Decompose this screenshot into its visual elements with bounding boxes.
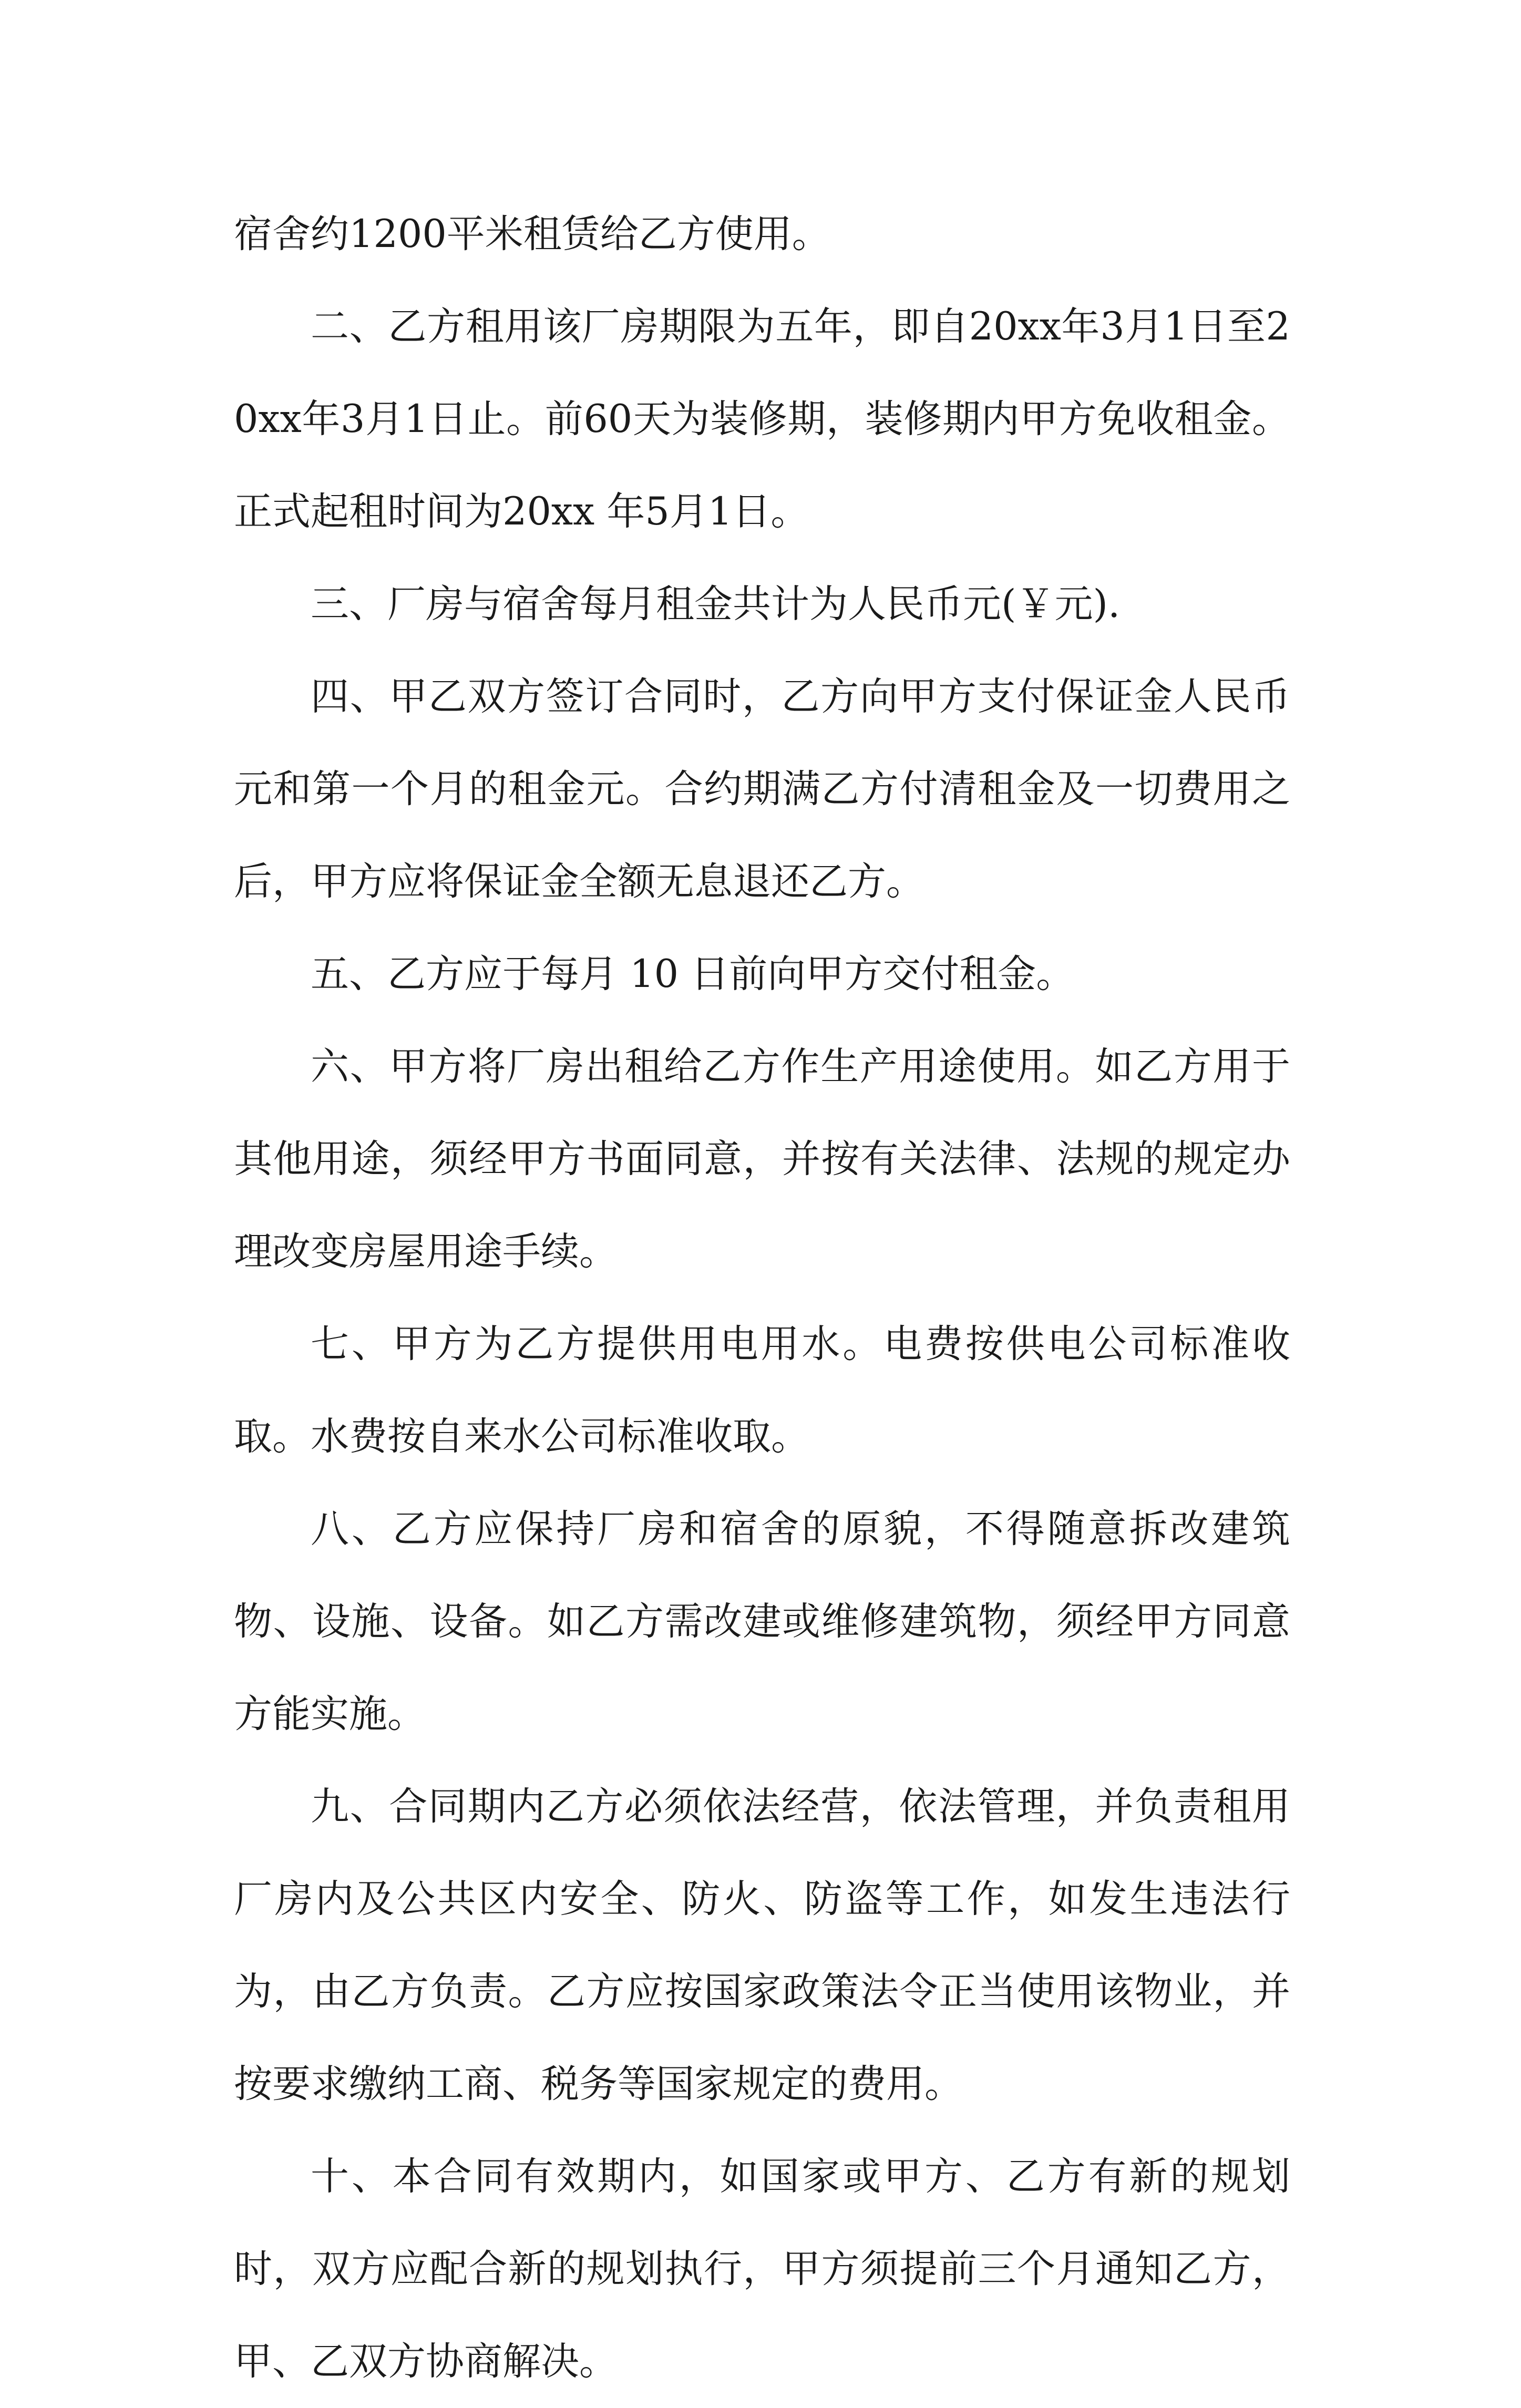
clause-7-utilities: 七、甲方为乙方提供用电用水。电费按供电公司标准收取。水费按自来水公司标准收取。: [234, 1322, 1290, 1459]
clause-10-planning: 十、本合同有效期内，如国家或甲方、乙方有新的规划时，双方应配合新的规划执行，甲方须提前三个月通知乙方，甲、乙双方协商解决。: [234, 2154, 1290, 2384]
clause-9-compliance: 九、合同期内乙方必须依法经营，依法管理，并负责租用厂房内及公共区内安全、防火、防盗等工作，如发生违法行为，由乙方负责。乙方应按国家政策法令正当使用该物业，并按要求缴纳工商、税务等国家规定的费用。: [234, 1784, 1290, 2106]
clause-6-usage: 六、甲方将厂房出租给乙方作生产用途使用。如乙方用于其他用途，须经甲方书面同意，并按有关法律、法规的规定办理改变房屋用途手续。: [234, 1044, 1290, 1274]
clause-4-deposit: 四、甲乙双方签订合同时，乙方向甲方支付保证金人民币元和第一个月的租金元。合约期满乙方付清租金及一切费用之后，甲方应将保证金全额无息退还乙方。: [234, 674, 1290, 904]
paragraph-continuation: 宿舍约1200平米租赁给乙方使用。: [234, 212, 830, 256]
clause-8-alterations: 八、乙方应保持厂房和宿舍的原貌，不得随意拆改建筑物、设施、设备。如乙方需改建或维修建筑物，须经甲方同意方能实施。: [234, 1507, 1290, 1736]
clause-2-lease-term: 二、乙方租用该厂房期限为五年，即自20xx年3月1日至20xx年3月1日止。前60天为装修期，装修期内甲方免收租金。正式起租时间为20xx 年5月1日。: [234, 304, 1290, 534]
document-body: [234, 188, 1290, 2408]
clause-5-payment-date: 五、乙方应于每月 10 日前向甲方交付租金。: [311, 952, 1075, 996]
clause-3-monthly-rent: 三、厂房与宿舍每月租金共计为人民币元(￥元).: [311, 582, 1121, 626]
